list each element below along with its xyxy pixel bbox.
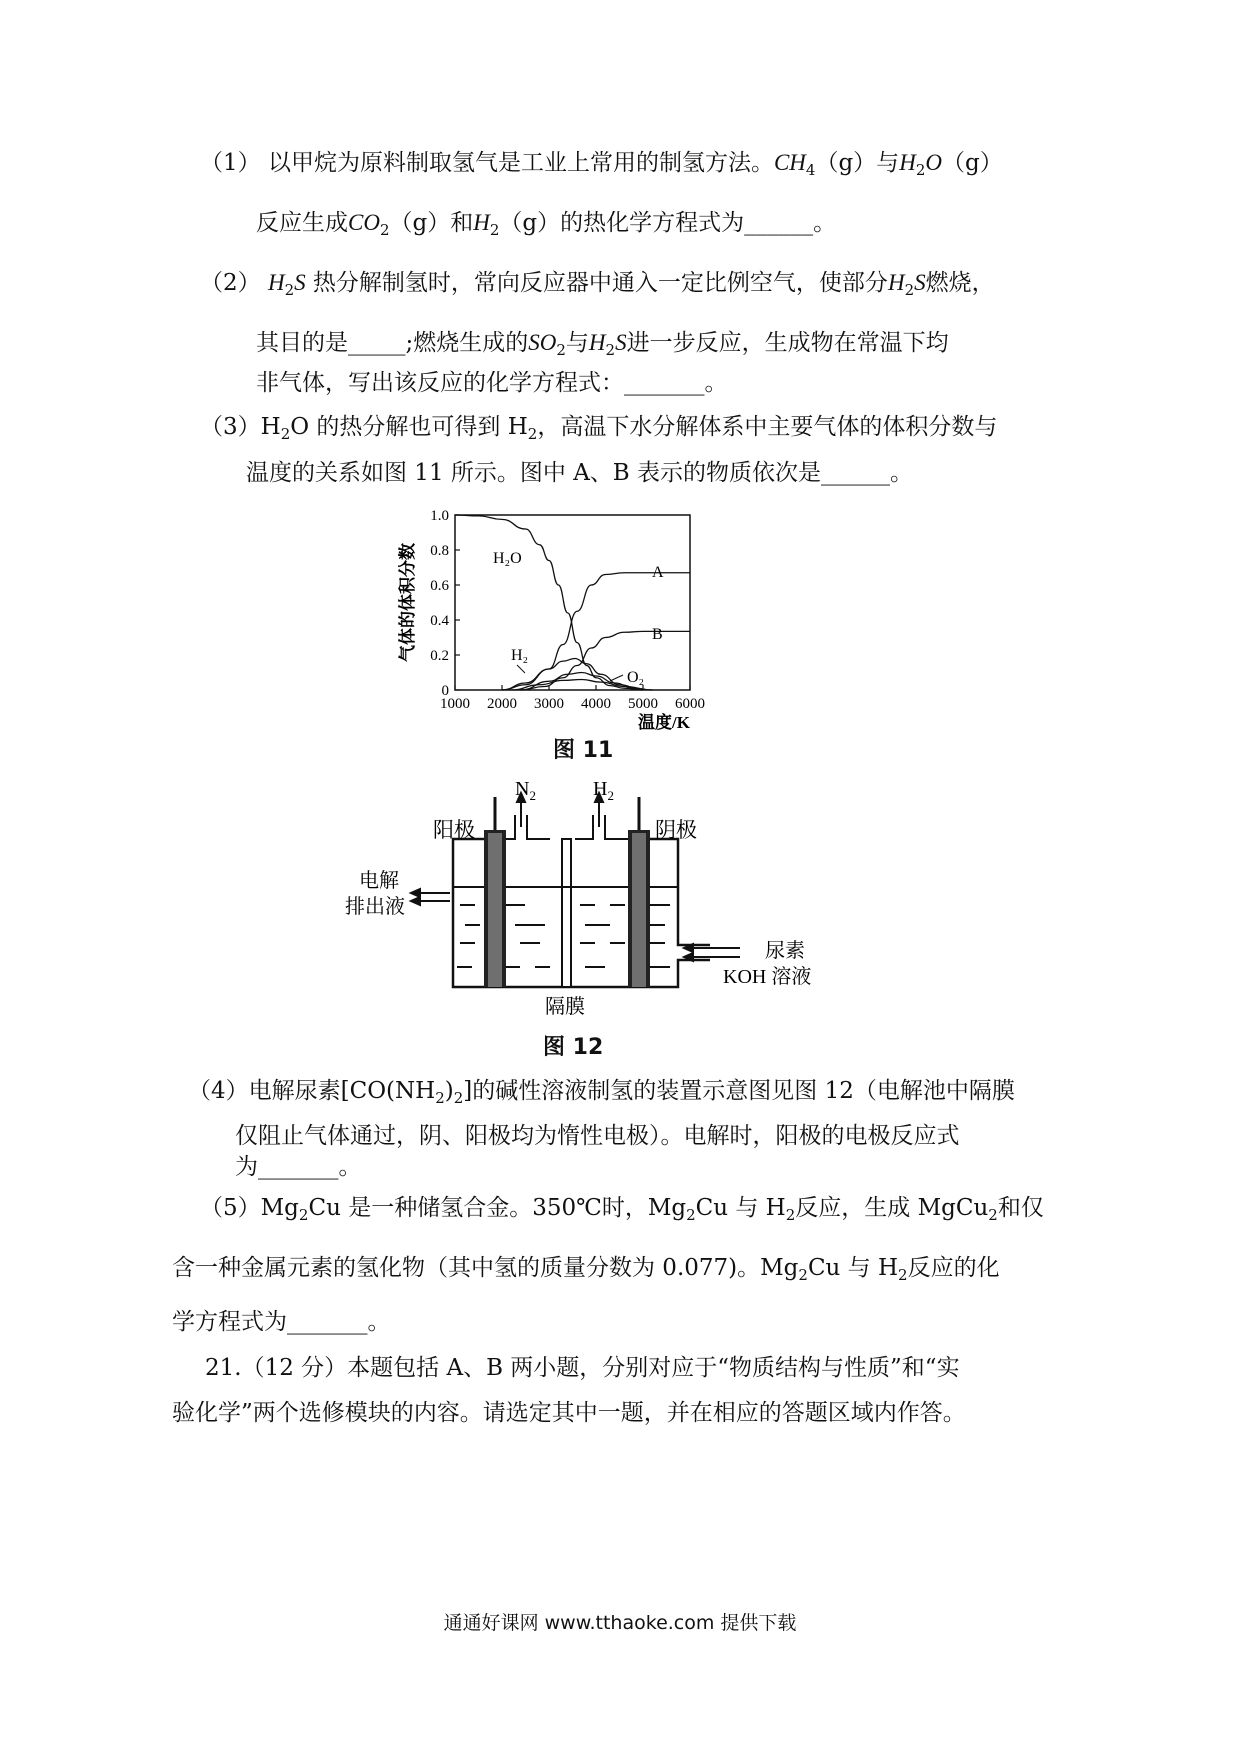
q2-line-3 bbox=[256, 368, 728, 398]
q5-text: Cu 与 H bbox=[695, 1195, 786, 1221]
q1-line-1 bbox=[200, 148, 1003, 178]
label-leader bbox=[610, 675, 623, 681]
series-label-h2: H₂ bbox=[511, 647, 529, 664]
q4-line-1 bbox=[188, 1076, 1015, 1106]
formula-h2s: S bbox=[914, 270, 926, 295]
q4-line-2 bbox=[235, 1121, 960, 1151]
q5-text: Cu 与 H bbox=[807, 1255, 899, 1281]
q1-text: （g）的热化学方程式为______。 bbox=[499, 210, 837, 236]
series-label-b: B bbox=[652, 626, 663, 643]
label-leader bbox=[517, 665, 525, 673]
q5-text: 学方程式为_______。 bbox=[172, 1309, 391, 1335]
subscript: 2 bbox=[898, 1266, 908, 1284]
q1-text: （g）和 bbox=[389, 210, 474, 236]
formula-h2s: S bbox=[294, 270, 306, 295]
q2-text: 热分解制氢时，常向反应器中通入一定比例空气，使部分 bbox=[305, 270, 888, 296]
series-label-a: A bbox=[652, 564, 664, 581]
y-tick-label: 0 bbox=[441, 683, 449, 699]
q2-text: 进一步反应，生成物在常温下均 bbox=[626, 330, 949, 356]
q4-text: （4）电解尿素[CO(NH bbox=[188, 1078, 436, 1104]
q5-text: 含一种金属元素的氢化物（其中氢的质量分数为 0.077)。Mg bbox=[172, 1255, 799, 1281]
q1-text: （1） 以甲烷为原料制取氢气是工业上常用的制氢方法。 bbox=[200, 150, 774, 176]
q4-line-3 bbox=[235, 1152, 362, 1182]
subscript: 2 bbox=[284, 281, 295, 299]
q2-text: 其目的是_____;燃烧生成的 bbox=[256, 330, 529, 356]
subscript: 2 bbox=[489, 221, 500, 239]
subscript: 2 bbox=[453, 1089, 464, 1107]
q5-text: 反应的化 bbox=[907, 1255, 1000, 1281]
n2-label: $N_2$ bbox=[515, 778, 536, 803]
anode-label: 阳极 bbox=[433, 818, 475, 842]
y-tick-label: 0.8 bbox=[430, 543, 449, 559]
q3-text: ，高温下水分解体系中主要气体的体积分数与 bbox=[537, 414, 998, 440]
formula-h2o: O bbox=[925, 150, 942, 175]
outlet-arrows bbox=[411, 889, 450, 905]
formula-h2s: H bbox=[887, 270, 905, 295]
series-label-o2: O₂ bbox=[627, 669, 645, 686]
q3-text: （3）H bbox=[200, 414, 281, 440]
subscript: 2 bbox=[280, 425, 291, 443]
subscript: 2 bbox=[785, 1206, 796, 1224]
anode-electrode bbox=[484, 797, 506, 987]
formula-ch4: CH bbox=[773, 150, 806, 175]
q4-text: ) bbox=[444, 1078, 454, 1104]
membrane bbox=[562, 839, 571, 987]
q3-line-2 bbox=[246, 458, 913, 488]
q2-line-1 bbox=[200, 268, 995, 298]
subscript: 2 bbox=[379, 221, 390, 239]
page-footer: 通通好课网 www.tthaoke.com 提供下载 bbox=[443, 1612, 797, 1634]
plot-frame bbox=[455, 515, 690, 690]
q3-text: 温度的关系如图 11 所示。图中 A、B 表示的物质依次是______。 bbox=[246, 460, 914, 486]
chart-plot-area bbox=[397, 508, 705, 732]
x-tick-label: 3000 bbox=[534, 696, 564, 712]
outlet-label-1: 电解 bbox=[359, 870, 399, 892]
q5-line-1 bbox=[200, 1193, 1044, 1223]
q3-line-1 bbox=[200, 412, 997, 442]
y-tick-label: 1.0 bbox=[430, 508, 449, 524]
q1-text: （g）与 bbox=[815, 150, 900, 176]
formula-h2s: H bbox=[588, 330, 606, 355]
q5-text: 和仅 bbox=[997, 1195, 1044, 1221]
q21-line-1: 21.（12 分）本题包括 A、B 两小题，分别对应于“物质结构与性质”和“实 bbox=[205, 1355, 960, 1381]
series-label-h2o: H₂O bbox=[493, 550, 522, 567]
q4-text: 为_______。 bbox=[235, 1154, 362, 1180]
subscript: 2 bbox=[435, 1089, 445, 1107]
subscript: 2 bbox=[904, 281, 915, 299]
outlet-label-2: 排出液 bbox=[345, 896, 405, 918]
inlet-label-1: 尿素 bbox=[765, 940, 805, 962]
q21-line-2: 验化学”两个选修模块的内容。请选定其中一题，并在相应的答题区域内作答。 bbox=[172, 1400, 966, 1426]
cathode-label: 阴极 bbox=[655, 818, 697, 842]
formula-so2: SO bbox=[528, 330, 557, 355]
y-tick-label: 0.4 bbox=[430, 613, 449, 629]
q2-text: 非气体，写出该反应的化学方程式：_______。 bbox=[256, 370, 728, 396]
formula-h2s: S bbox=[615, 330, 627, 355]
formula-h2s: H bbox=[267, 270, 285, 295]
formula-co2: CO bbox=[348, 210, 380, 235]
subscript: 2 bbox=[686, 1206, 696, 1224]
cathode-electrode bbox=[628, 797, 650, 987]
q1-text: （g） bbox=[941, 150, 1003, 176]
subscript: 2 bbox=[798, 1266, 808, 1284]
inlet-label-2: KOH 溶液 bbox=[723, 966, 812, 988]
q5-text: Cu 是一种储氢合金。350℃时，Mg bbox=[308, 1195, 687, 1221]
x-tick-label: 4000 bbox=[581, 696, 611, 712]
q5-text: 反应，生成 MgCu bbox=[795, 1195, 989, 1221]
y-tick-label: 0.2 bbox=[430, 648, 449, 664]
q2-text: 燃烧， bbox=[925, 270, 995, 296]
figure-11-chart bbox=[395, 505, 735, 740]
subscript: 2 bbox=[605, 341, 616, 359]
figure-12-caption: 图 12 bbox=[543, 1035, 604, 1060]
h2-label: $H_2$ bbox=[593, 778, 614, 803]
q2-text: （2） bbox=[200, 270, 268, 296]
formula-h2o: H bbox=[899, 150, 916, 175]
x-axis-label: 温度/K bbox=[638, 713, 690, 732]
y-tick-label: 0.6 bbox=[430, 578, 449, 594]
subscript: 2 bbox=[988, 1206, 998, 1224]
subscript: 2 bbox=[915, 161, 926, 179]
series-line bbox=[455, 515, 643, 690]
h2-outlet-pipe bbox=[575, 815, 628, 839]
q5-line-3 bbox=[172, 1307, 391, 1337]
figure-11-caption: 图 11 bbox=[553, 738, 614, 763]
q2-line-2 bbox=[256, 328, 949, 358]
x-tick-label: 6000 bbox=[675, 696, 705, 712]
x-tick-label: 2000 bbox=[487, 696, 517, 712]
q1-text: 反应生成 bbox=[256, 210, 348, 236]
figure-12-electrolysis-diagram bbox=[345, 775, 855, 1025]
x-tick-label: 5000 bbox=[628, 696, 658, 712]
q5-text: （5）Mg bbox=[200, 1195, 299, 1221]
q5-line-2 bbox=[172, 1253, 1000, 1283]
x-tick-label: 1000 bbox=[440, 696, 470, 712]
subscript: 4 bbox=[805, 161, 816, 179]
q2-text: 与 bbox=[565, 330, 589, 356]
q3-text: O 的热分解也可得到 H bbox=[290, 414, 528, 440]
q4-text: ]的碱性溶液制氢的装置示意图见图 12（电解池中隔膜 bbox=[463, 1078, 1015, 1104]
y-axis-label: 气体的体积分数 bbox=[398, 543, 417, 662]
subscript: 2 bbox=[556, 341, 566, 359]
q4-text: 仅阻止气体通过，阴、阳极均为惰性电极）。电解时，阳极的电极反应式 bbox=[235, 1123, 960, 1149]
formula-h2: H bbox=[473, 210, 490, 235]
membrane-label: 隔膜 bbox=[545, 996, 585, 1018]
subscript: 2 bbox=[527, 425, 538, 443]
inlet-arrows bbox=[684, 944, 740, 961]
subscript: 2 bbox=[298, 1206, 309, 1224]
q1-line-2 bbox=[256, 208, 836, 238]
